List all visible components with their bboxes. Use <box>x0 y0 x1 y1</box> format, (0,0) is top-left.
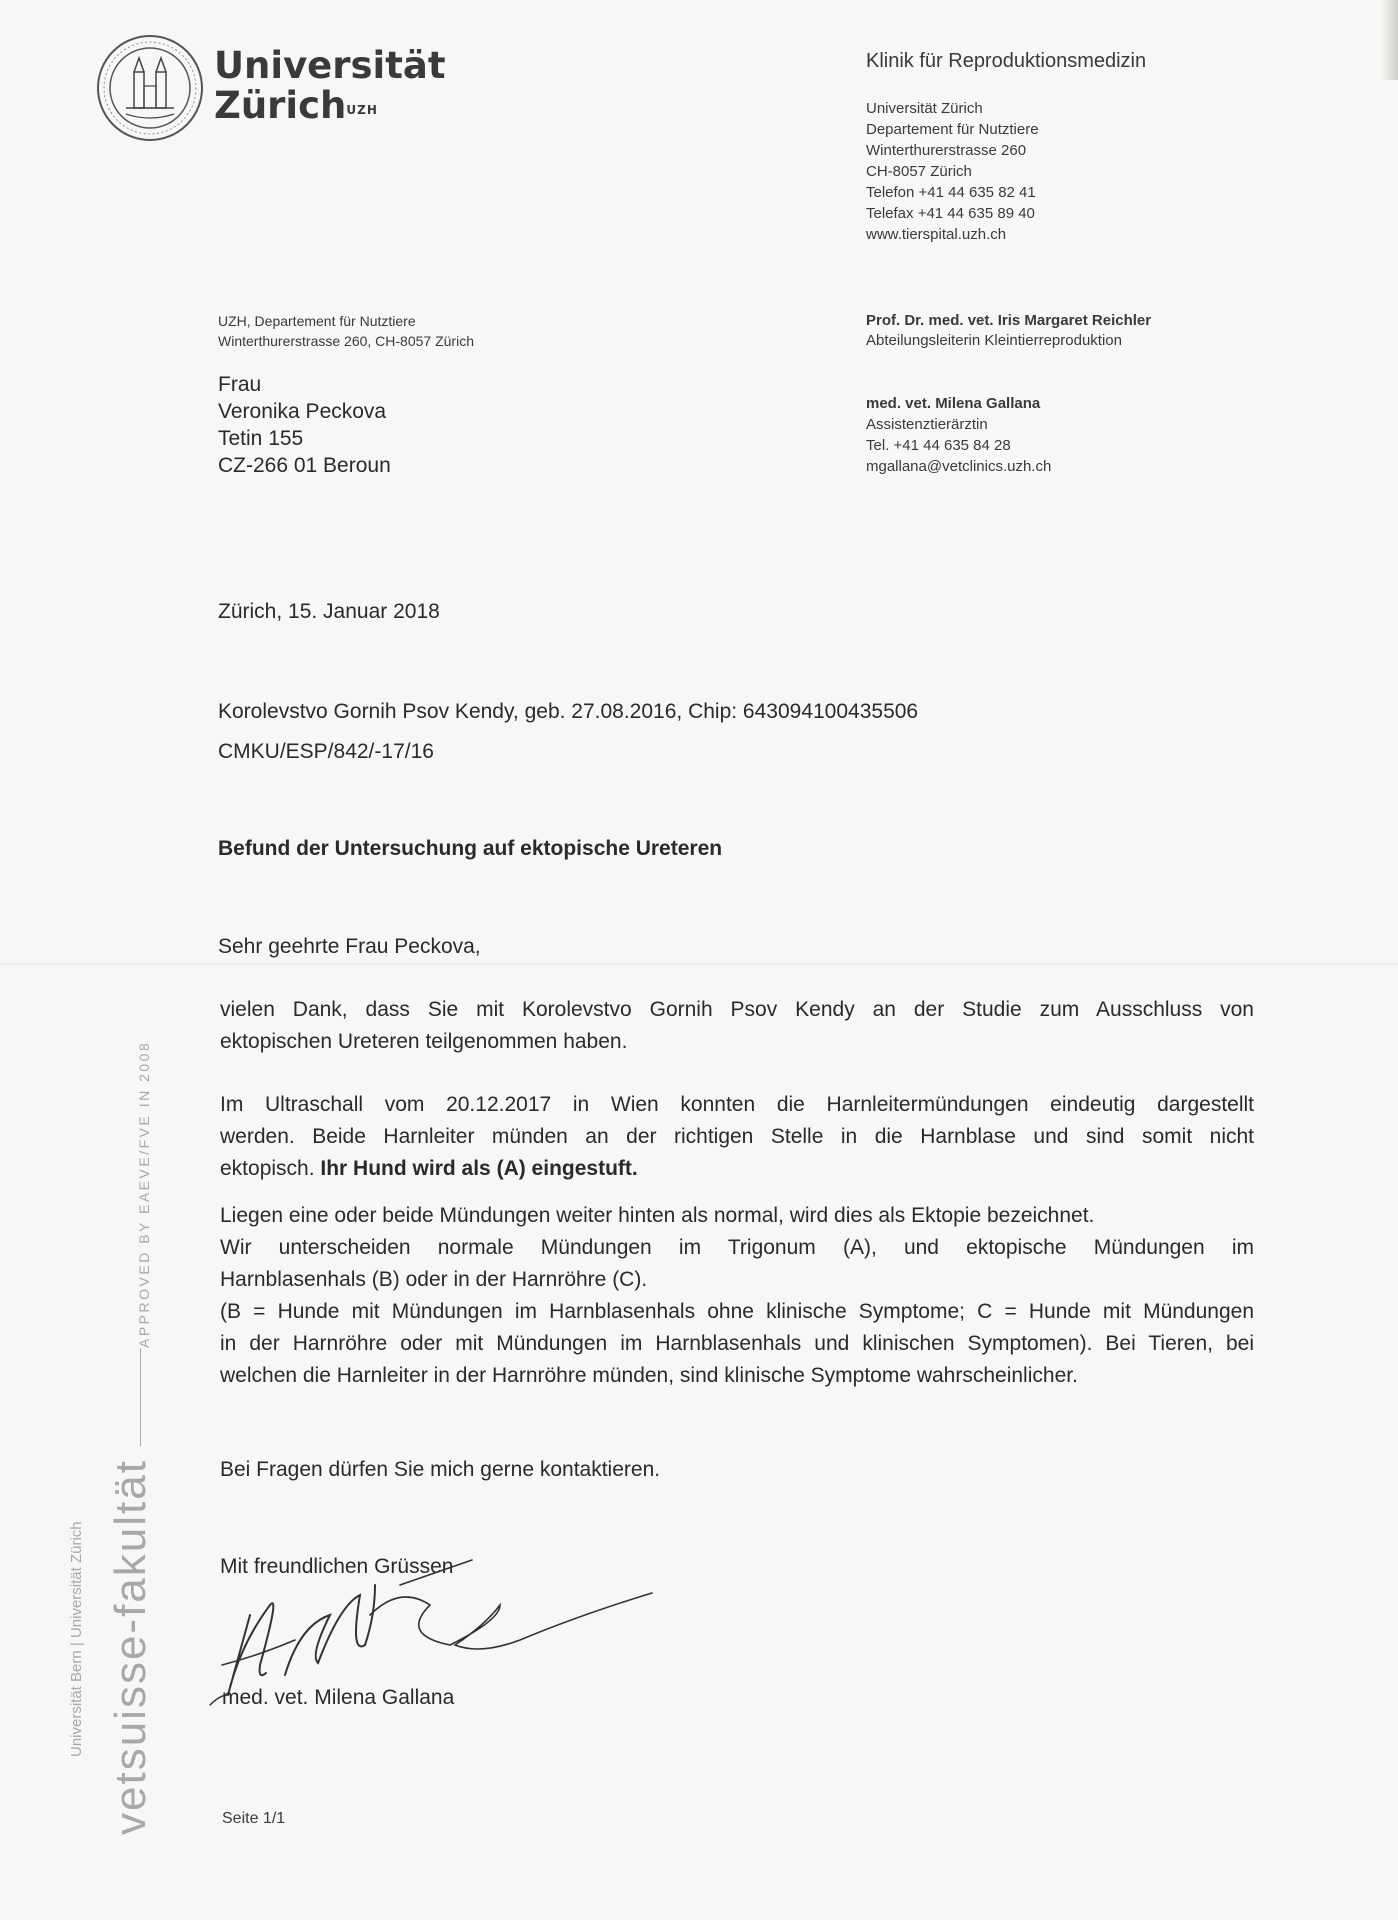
page-number: Seite 1/1 <box>222 1810 286 1827</box>
paragraph-line: Harnblasenhals (B) oder in der Harnröhre (C). <box>220 1268 648 1291</box>
paragraph-line: Wir unterscheiden normale Mündungen im Trigonum (A), und ektopische Mündungen im <box>220 1236 1254 1259</box>
head-of-department <box>866 311 1151 351</box>
clinic-website: www.tierspital.uzh.ch <box>866 226 1007 243</box>
reference-dog: Korolevstvo Gornih Psov Kendy, geb. 27.08.2016, Chip: 643094100435506 <box>218 700 919 723</box>
questions-line: Bei Fragen dürfen Sie mich gerne kontaktieren. <box>220 1458 661 1481</box>
clinic-address <box>866 98 1039 245</box>
recipient-name: Veronika Peckova <box>218 400 387 423</box>
return-address <box>218 311 474 351</box>
letter-salutation: Sehr geehrte Frau Peckova, <box>218 935 481 958</box>
clinic-address-line: Departement für Nutztiere <box>866 121 1039 138</box>
clinic-title: Klinik für Reproduktionsmedizin <box>866 50 1147 72</box>
recipient-address <box>218 371 391 479</box>
head-role: Abteilungsleiterin Kleintierreproduktion <box>866 332 1122 349</box>
university-seal-icon <box>96 34 204 142</box>
university-name-line2: Zürich <box>214 84 347 127</box>
sidebar-faculty: vetsuisse-fakultät <box>106 1459 155 1835</box>
paragraph-explanation <box>220 1200 1254 1392</box>
contact-email: mgallana@vetclinics.uzh.ch <box>866 458 1052 475</box>
paragraph-line: Im Ultraschall vom 20.12.2017 in Wien konnten die Harnleitermündungen eindeutig dargestellt <box>220 1093 1254 1116</box>
clinic-fax: Telefax +41 44 635 89 40 <box>866 205 1035 222</box>
paragraph-line: vielen Dank, dass Sie mit Korolevstvo Gornih Psov Kendy an der Studie zum Ausschluss von <box>220 998 1254 1021</box>
contact-name: med. vet. Milena Gallana <box>866 395 1041 412</box>
university-logo <box>214 46 446 126</box>
accreditation-text: APPROVED BY EAEVE/FVE IN 2008 <box>136 1040 152 1348</box>
contact-person <box>866 393 1051 477</box>
return-address-line: Winterthurerstrasse 260, CH-8057 Zürich <box>218 333 474 349</box>
paper-edge-shadow <box>1380 0 1398 80</box>
result-prefix: ektopisch. <box>220 1157 321 1180</box>
return-address-line: UZH, Departement für Nutztiere <box>218 313 416 329</box>
sidebar-divider <box>140 1348 141 1446</box>
reference-registration: CMKU/ESP/842/-17/16 <box>218 740 434 763</box>
paragraph-line: werden. Beide Harnleiter münden an der richtigen Stelle in die Harnblase und sind somit nicht <box>220 1125 1254 1148</box>
closing-greeting: Mit freundlichen Grüssen <box>220 1555 454 1578</box>
paragraph-line: Liegen eine oder beide Mündungen weiter hinten als normal, wird dies als Ektopie bezeichnet. <box>220 1204 1095 1227</box>
signer-name: med. vet. Milena Gallana <box>222 1686 455 1709</box>
result-classification: Ihr Hund wird als (A) eingestuft. <box>320 1157 638 1180</box>
recipient-city: CZ-266 01 Beroun <box>218 454 391 477</box>
paragraph-line: ektopischen Ureteren teilgenommen haben. <box>220 1030 628 1053</box>
clinic-address-line: CH-8057 Zürich <box>866 163 972 180</box>
recipient-salutation: Frau <box>218 373 262 396</box>
paragraph-line: (B = Hunde mit Mündungen im Harnblasenhals ohne klinische Symptome; C = Hunde mit Mündungen <box>220 1300 1254 1323</box>
clinic-address-line: Universität Zürich <box>866 100 983 117</box>
paper-fold <box>0 963 1398 965</box>
head-name: Prof. Dr. med. vet. Iris Margaret Reichler <box>866 312 1152 329</box>
sidebar-universities: Universität Bern | Universität Zürich <box>68 1521 85 1757</box>
recipient-street: Tetin 155 <box>218 427 304 450</box>
clinic-address-line: Winterthurerstrasse 260 <box>866 142 1027 159</box>
university-abbrev: UZH <box>346 103 378 117</box>
paragraph-thanks <box>220 994 1254 1058</box>
paragraph-line: in der Harnröhre oder mit Mündungen im Harnblasenhals und klinischen Symptomen). Bei Tieren, bei <box>220 1332 1254 1355</box>
clinic-phone: Telefon +41 44 635 82 41 <box>866 184 1036 201</box>
paragraph-line: welchen die Harnleiter in der Harnröhre münden, sind klinische Symptome wahrscheinlicher. <box>220 1364 1078 1387</box>
paragraph-result <box>220 1089 1254 1185</box>
letter-date: Zürich, 15. Januar 2018 <box>218 600 440 623</box>
university-name-line1: Universität <box>214 44 446 87</box>
contact-role: Assistenztierärztin <box>866 416 988 433</box>
paragraph-line-result <box>220 1153 1254 1185</box>
letter-subject: Befund der Untersuchung auf ektopische Ureteren <box>218 837 723 860</box>
contact-phone: Tel. +41 44 635 84 28 <box>866 437 1011 454</box>
